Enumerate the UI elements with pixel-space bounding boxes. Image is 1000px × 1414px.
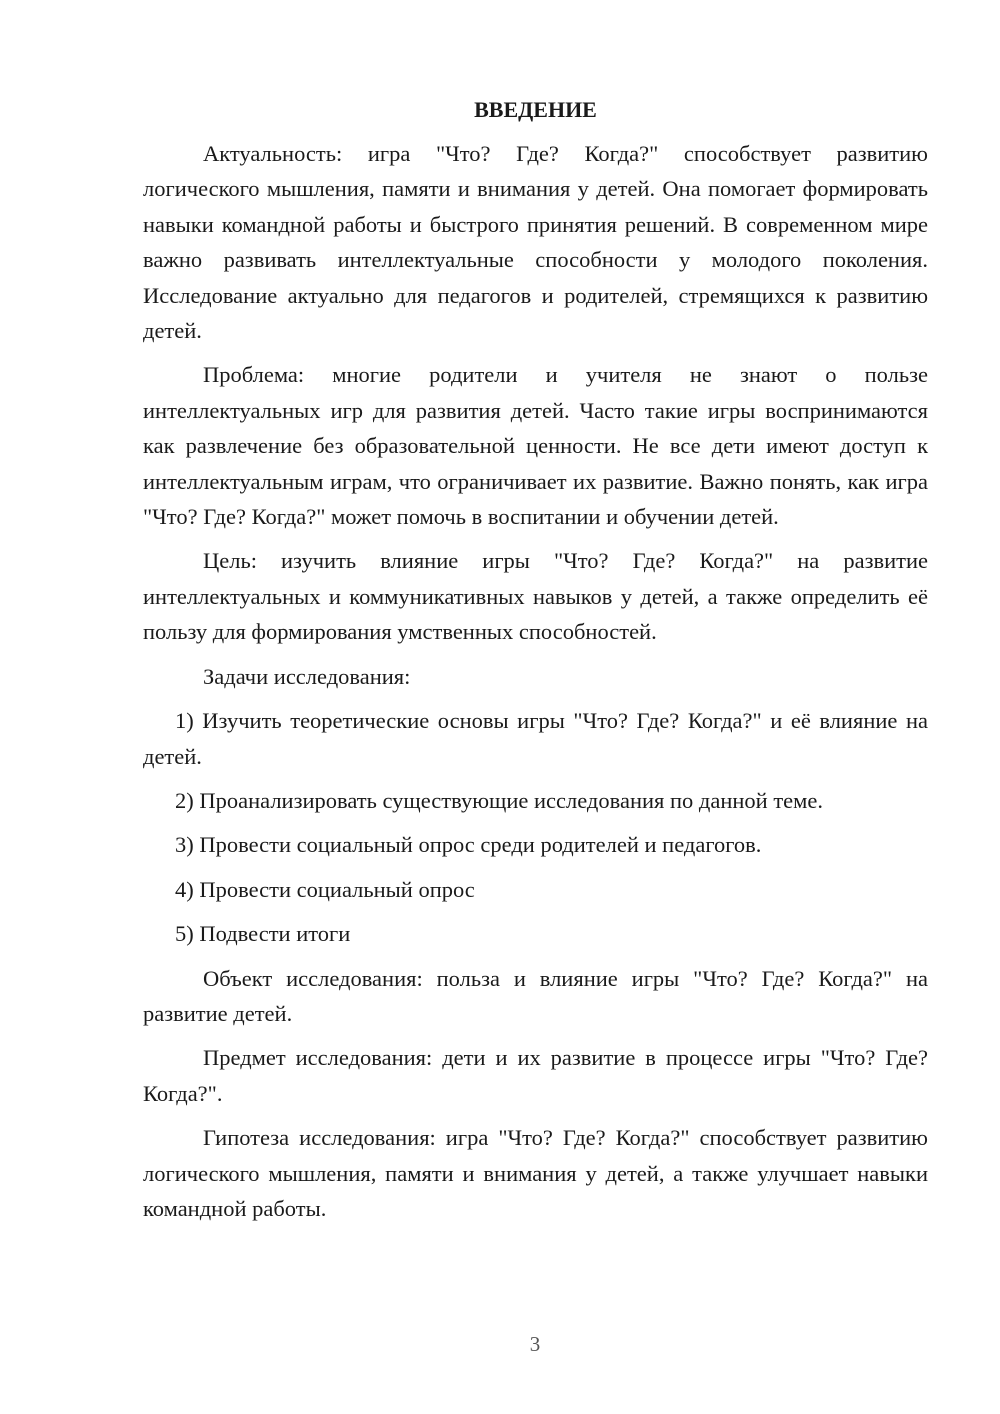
paragraph-goal: Цель: изучить влияние игры "Что? Где? Когда?" на развитие интеллектуальных и коммуникативных навыков у детей, а также определить её пользу для формирования умственных способностей. bbox=[143, 548, 928, 645]
task-item-1: 1) Изучить теоретические основы игры "Что? Где? Когда?" и её влияние на детей. bbox=[143, 708, 928, 769]
paragraph-relevance: Актуальность: игра "Что? Где? Когда?" способствует развитию логического мышления, памяти и внимания у детей. Она помогает формировать навыки командной работы и быстрого принятия решений. В современном мире важно развивать интеллектуальные способности у молодого поколения. Исследование актуально для педагогов и родителей, стремящихся к развитию детей. bbox=[143, 141, 928, 344]
paragraph-object: Объект исследования: польза и влияние игры "Что? Где? Когда?" на развитие детей. bbox=[143, 965, 928, 1026]
section-title: ВВЕДЕНИЕ bbox=[474, 97, 597, 122]
paragraph-tasks-heading: Задачи исследования: bbox=[203, 663, 411, 689]
task-item-4: 4) Провести социальный опрос bbox=[175, 876, 475, 902]
task-item-2: 2) Проанализировать существующие исследования по данной теме. bbox=[175, 787, 824, 813]
task-item-5: 5) Подвести итоги bbox=[175, 921, 351, 947]
task-item-3: 3) Провести социальный опрос среди родителей и педагогов. bbox=[175, 832, 762, 858]
document-page bbox=[143, 92, 928, 1235]
page-number: 3 bbox=[529, 1332, 541, 1356]
paragraph-problem: Проблема: многие родители и учителя не знают о пользе интеллектуальных игр для развития детей. Часто такие игры воспринимаются как развлечение без образовательной ценности. Не все дети имеют доступ к интеллектуальным играм, что ограничивает их развитие. Важно понять, как игра "Что? Где? Когда?" может помочь в воспитании и обучении детей. bbox=[143, 362, 928, 530]
paragraph-subject: Предмет исследования: дети и их развитие в процессе игры "Что? Где? Когда?". bbox=[143, 1045, 928, 1106]
paragraph-hypothesis: Гипотеза исследования: игра "Что? Где? Когда?" способствует развитию логического мышления, памяти и внимания у детей, а также улучшает навыки командной работы. bbox=[143, 1125, 928, 1221]
